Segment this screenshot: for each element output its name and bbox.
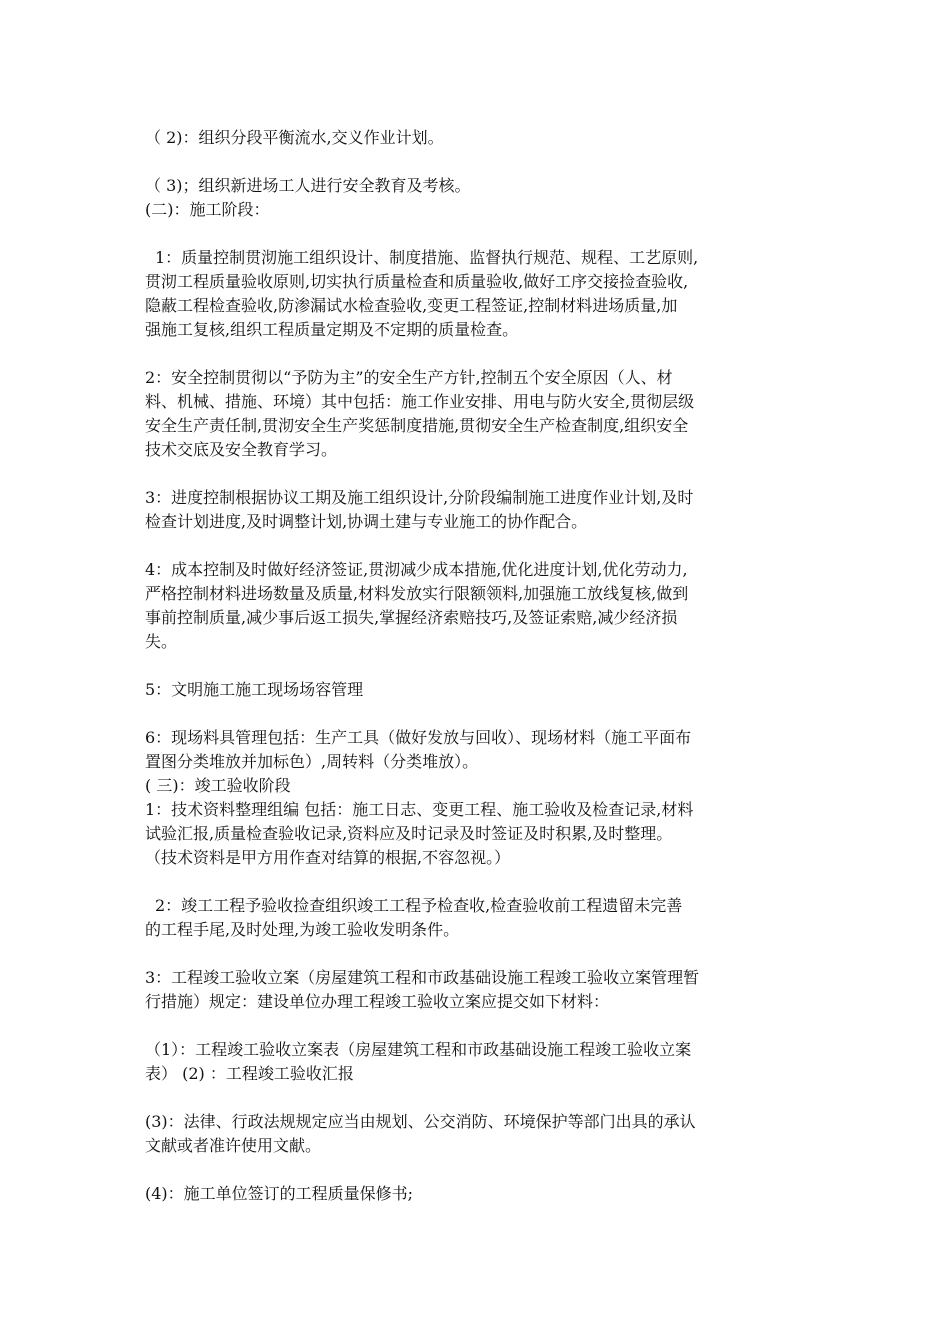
text-line: (3)：法律、行政法规规定应当由规划、公交消防、环境保护等部门出具的承认 xyxy=(145,1112,696,1131)
text-line: 置图分类堆放并加标色）,周转料（分类堆放）。 xyxy=(145,752,479,771)
text-line: 2：竣工工程予验收捡查组织竣工工程予检查收,检查验收前工程遗留未完善 xyxy=(155,896,683,915)
text-line: 6：现场料具管理包括：生产工具（做好发放与回收）、现场材料（施工平面布 xyxy=(145,728,692,747)
text-line: （ 3)；组织新进场工人进行安全教育及考核。 xyxy=(145,176,471,195)
text-line: （技术资料是甲方用作查对结算的根据,不容忽视。） xyxy=(145,848,511,867)
text-line: 事前控制质量,减少事后返工损失,掌握经济索赔技巧,及签证索赔,减少经济损 xyxy=(145,608,678,627)
text-line: 1：质量控制贯沏施工组织设计、制度措施、监督执行规范、规程、工艺原则, xyxy=(155,248,699,267)
text-line: 文献或者准许使用文献。 xyxy=(145,1136,322,1155)
text-line: 料、机械、措施、环境）其中包括：施工作业安排、用电与防火安全,贯彻层级 xyxy=(145,392,695,411)
text-line: 5：文明施工施工现场场容管理 xyxy=(145,680,364,699)
text-line: 3：工程竣工验收立案（房屋建筑工程和市政基础设施工程竣工验收立案管理暂 xyxy=(145,968,700,987)
text-line: 3：进度控制根据协议工期及施工组织设计,分阶段编制施工进度作业计划,及时 xyxy=(145,488,694,507)
text-line: 的工程手尾,及时处理,为竣工验收发明条件。 xyxy=(145,920,460,939)
text-line: 表） (2) ：工程竣工验收汇报 xyxy=(145,1064,354,1083)
text-line: （1）：工程竣工验收立案表（房屋建筑工程和市政基础设施工程竣工验收立案 xyxy=(145,1040,692,1059)
text-line: 安全生产责任制,贯沏安全生产奖惩制度措施,贯彻安全生产检查制度,组织安全 xyxy=(145,416,689,435)
text-line: （ 2)：组织分段平衡流水,交义作业计划。 xyxy=(145,128,444,147)
text-line: 检查计划进度,及时调整计划,协调土建与专业施工的协作配合。 xyxy=(145,512,588,531)
text-line: 1：技术资料整理组编 包括：施工日志、变更工程、施工验收及检查记录,材料 xyxy=(145,800,694,819)
section-heading: (二)：施工阶段： xyxy=(145,200,270,219)
text-line: 试验汇报,质量检查验收记录,资料应及时记录及时签证及时积累,及时整理。 xyxy=(145,824,673,843)
text-line: 4：成本控制及时做好经济签证,贯沏减少成本措施,优化进度计划,优化劳动力, xyxy=(145,560,688,579)
text-line: 严格控制材料进场数量及质量,材料发放实行限额领料,加强施工放线复核,做到 xyxy=(145,584,689,603)
section-heading: ( 三)：竣工验收阶段 xyxy=(145,776,291,795)
text-line: 隐蔽工程检查验收,防渗漏试水检查验收,变更工程签证,控制材料进场质量,加 xyxy=(145,296,678,315)
text-line: 行措施）规定：建设单位办理工程竣工验收立案应提交如下材料： xyxy=(145,992,610,1011)
text-line: 失。 xyxy=(145,632,178,651)
text-line: 2：安全控制贯彻以“予防为主”的安全生产方针,控制五个安全原因（人、材 xyxy=(145,368,673,387)
text-line: 技术交底及安全教育学习。 xyxy=(145,440,338,459)
text-line: (4)：施工单位签订的工程质量保修书; xyxy=(145,1184,414,1203)
text-line: 强施工复核,组织工程质量定期及不定期的质量检查。 xyxy=(145,320,519,339)
text-line: 贯沏工程质量验收原则,切实执行质量检查和质量验收,做好工序交接捡查验收, xyxy=(145,272,689,291)
